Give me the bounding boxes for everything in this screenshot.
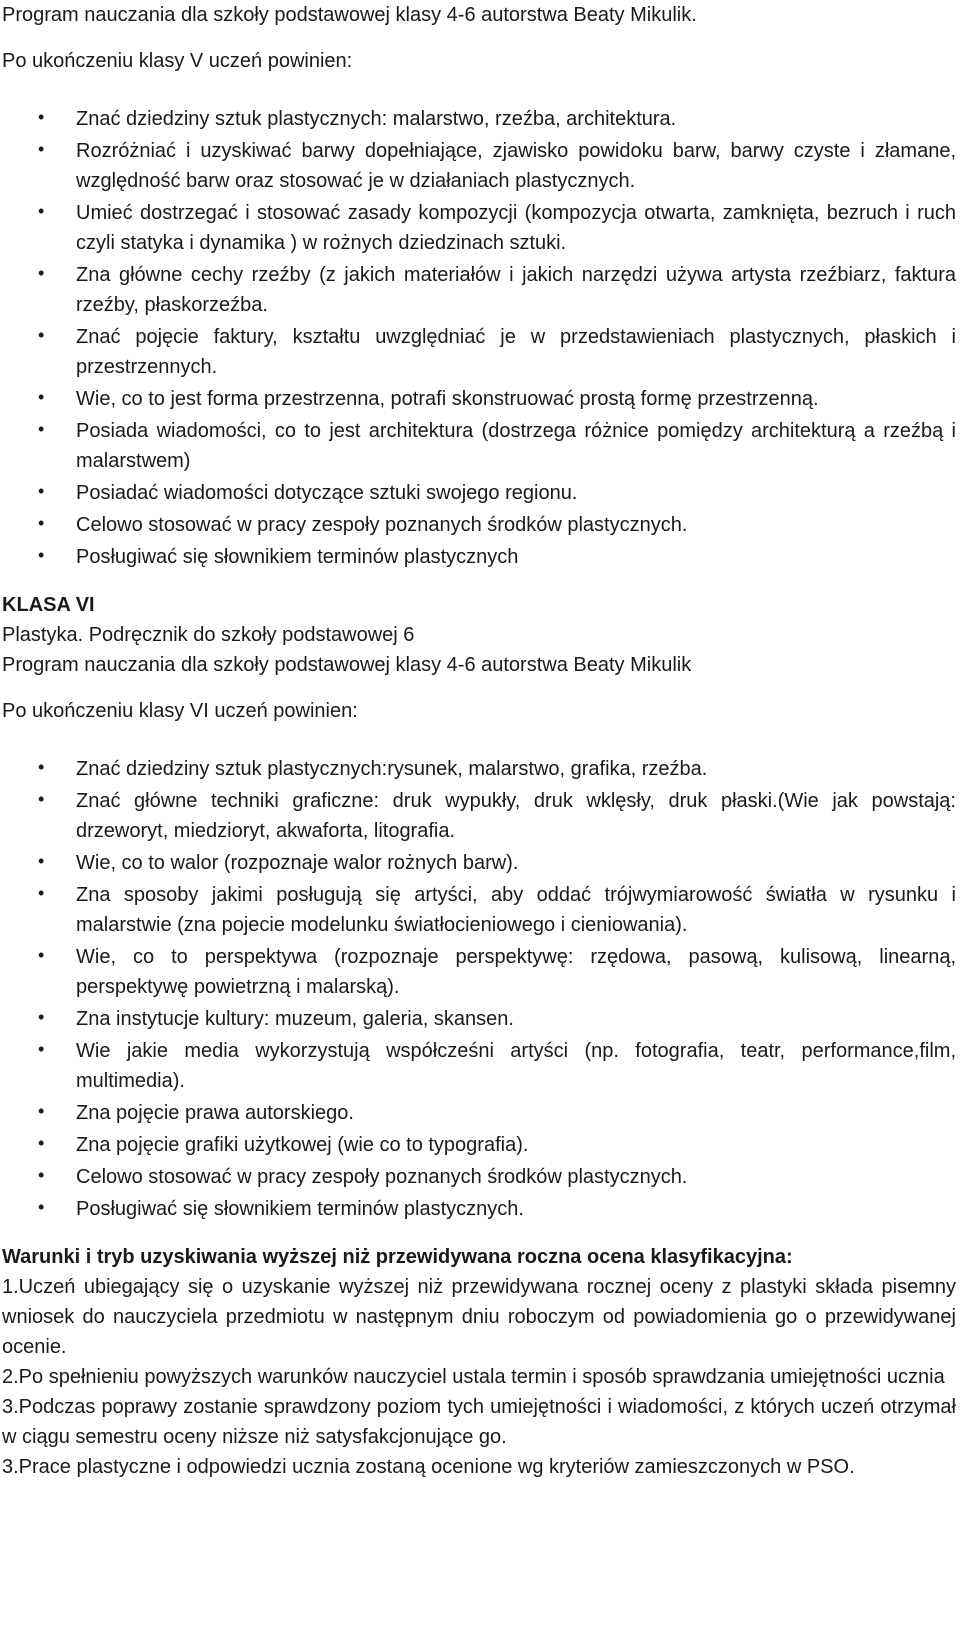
program-line-class-vi: Program nauczania dla szkoły podstawowej klasy 4-6 autorstwa Beaty Mikulik xyxy=(2,654,692,676)
bullet-icon: • xyxy=(38,789,45,809)
list-item: • Rozróżniać i uzyskiwać barwy dopełniające, zjawisko powidoku barw, barwy czyste i złamane, względność barw oraz stosować je w działaniach plastycznych. xyxy=(2,136,960,196)
conditions-paragraph-1: 1.Uczeń ubiegający się o uzyskanie wyższej niż przewidywana rocznej oceny z plastyki składa pisemny wniosek do nauczyciela przedmiotu w następnym dniu roboczym od powiadomienia go o przewidywanej ocenie. xyxy=(2,1276,956,1358)
bullet-icon: • xyxy=(38,1007,45,1027)
bullet-icon: • xyxy=(38,1133,45,1153)
list-item: • Celowo stosować w pracy zespoły poznanych środków plastycznych. xyxy=(2,1162,960,1192)
list-item: • Znać pojęcie faktury, kształtu uwzględniać je w przedstawieniach plastycznych, płaskich i przestrzennych. xyxy=(2,322,960,382)
textbook-title: Plastyka. Podręcznik do szkoły podstawowej 6 xyxy=(2,624,415,646)
bullet-icon: • xyxy=(38,419,45,439)
list-item: • Zna pojęcie prawa autorskiego. xyxy=(2,1098,960,1128)
after-class-v-heading: Po ukończeniu klasy V uczeń powinien: xyxy=(2,50,353,72)
list-item: • Zna sposoby jakimi posługują się artyści, aby oddać trójwymiarowość światła w rysunku i malarstwie (zna pojecie modelunku światłocieniowego i cieniowania). xyxy=(2,880,960,940)
after-class-vi-heading: Po ukończeniu klasy VI uczeń powinien: xyxy=(2,700,358,722)
bullet-icon: • xyxy=(38,513,45,533)
class-vi-list xyxy=(2,754,960,1224)
list-item: • Posługiwać się słownikiem terminów plastycznych xyxy=(2,542,960,572)
list-item: • Wie, co to perspektywa (rozpoznaje perspektywę: rzędowa, pasową, kulisową, linearną, perspektywę powietrzną i malarską). xyxy=(2,942,960,1002)
list-item: • Wie, co to walor (rozpoznaje walor rożnych barw). xyxy=(2,848,960,878)
bullet-icon: • xyxy=(38,201,45,221)
bullet-icon: • xyxy=(38,1101,45,1121)
bullet-icon: • xyxy=(38,851,45,871)
bullet-icon: • xyxy=(38,263,45,283)
bullet-icon: • xyxy=(38,545,45,565)
conditions-heading: Warunki i tryb uzyskiwania wyższej niż przewidywana roczna ocena klasyfikacyjna: xyxy=(2,1246,793,1268)
bullet-icon: • xyxy=(38,139,45,159)
bullet-icon: • xyxy=(38,387,45,407)
list-item: • Umieć dostrzegać i stosować zasady kompozycji (kompozycja otwarta, zamknięta, bezruch i ruch czyli statyka i dynamika ) w rożnych dziedzinach sztuki. xyxy=(2,198,960,258)
list-item: • Celowo stosować w pracy zespoły poznanych środków plastycznych. xyxy=(2,510,960,540)
bullet-icon: • xyxy=(38,1039,45,1059)
bullet-icon: • xyxy=(38,325,45,345)
bullet-icon: • xyxy=(38,757,45,777)
list-item: • Posiadać wiadomości dotyczące sztuki swojego regionu. xyxy=(2,478,960,508)
conditions-paragraph-3: 3.Podczas poprawy zostanie sprawdzony poziom tych umiejętności i wiadomości, z których uczeń otrzymał w ciągu semestru oceny niższe niż satysfakcjonujące go. xyxy=(2,1396,956,1448)
conditions-paragraph-2: 2.Po spełnieniu powyższych warunków nauczyciel ustala termin i sposób sprawdzania umiejętności ucznia xyxy=(2,1366,945,1388)
conditions-paragraph-4: 3.Prace plastyczne i odpowiedzi ucznia zostaną ocenione wg kryteriów zamieszczonych w PSO. xyxy=(2,1456,855,1478)
list-item: • Zna pojęcie grafiki użytkowej (wie co to typografia). xyxy=(2,1130,960,1160)
program-line-class-v: Program nauczania dla szkoły podstawowej klasy 4-6 autorstwa Beaty Mikulik. xyxy=(2,4,697,26)
bullet-icon: • xyxy=(38,1165,45,1185)
list-item: • Znać dziedziny sztuk plastycznych:rysunek, malarstwo, grafika, rzeźba. xyxy=(2,754,960,784)
list-item: • Wie, co to jest forma przestrzenna, potrafi skonstruować prostą formę przestrzenną. xyxy=(2,384,960,414)
list-item: • Zna instytucje kultury: muzeum, galeria, skansen. xyxy=(2,1004,960,1034)
list-item: • Posiada wiadomości, co to jest architektura (dostrzega różnice pomiędzy architekturą a rzeźbą i malarstwem) xyxy=(2,416,960,476)
bullet-icon: • xyxy=(38,945,45,965)
bullet-icon: • xyxy=(38,481,45,501)
list-item: • Posługiwać się słownikiem terminów plastycznych. xyxy=(2,1194,960,1224)
bullet-icon: • xyxy=(38,1197,45,1217)
list-item: • Znać główne techniki graficzne: druk wypukły, druk wklęsły, druk płaski.(Wie jak powstają: drzeworyt, miedzioryt, akwaforta, litografia. xyxy=(2,786,960,846)
bullet-icon: • xyxy=(38,883,45,903)
list-item: • Zna główne cechy rzeźby (z jakich materiałów i jakich narzędzi używa artysta rzeźbiarz, faktura rzeźby, płaskorzeźba. xyxy=(2,260,960,320)
bullet-icon: • xyxy=(38,107,45,127)
list-item: • Wie jakie media wykorzystują współcześni artyści (np. fotografia, teatr, performance,film, multimedia). xyxy=(2,1036,960,1096)
list-item: • Znać dziedziny sztuk plastycznych: malarstwo, rzeźba, architektura. xyxy=(2,104,960,134)
class-v-list xyxy=(2,104,960,572)
class-vi-heading: KLASA VI xyxy=(2,594,95,616)
